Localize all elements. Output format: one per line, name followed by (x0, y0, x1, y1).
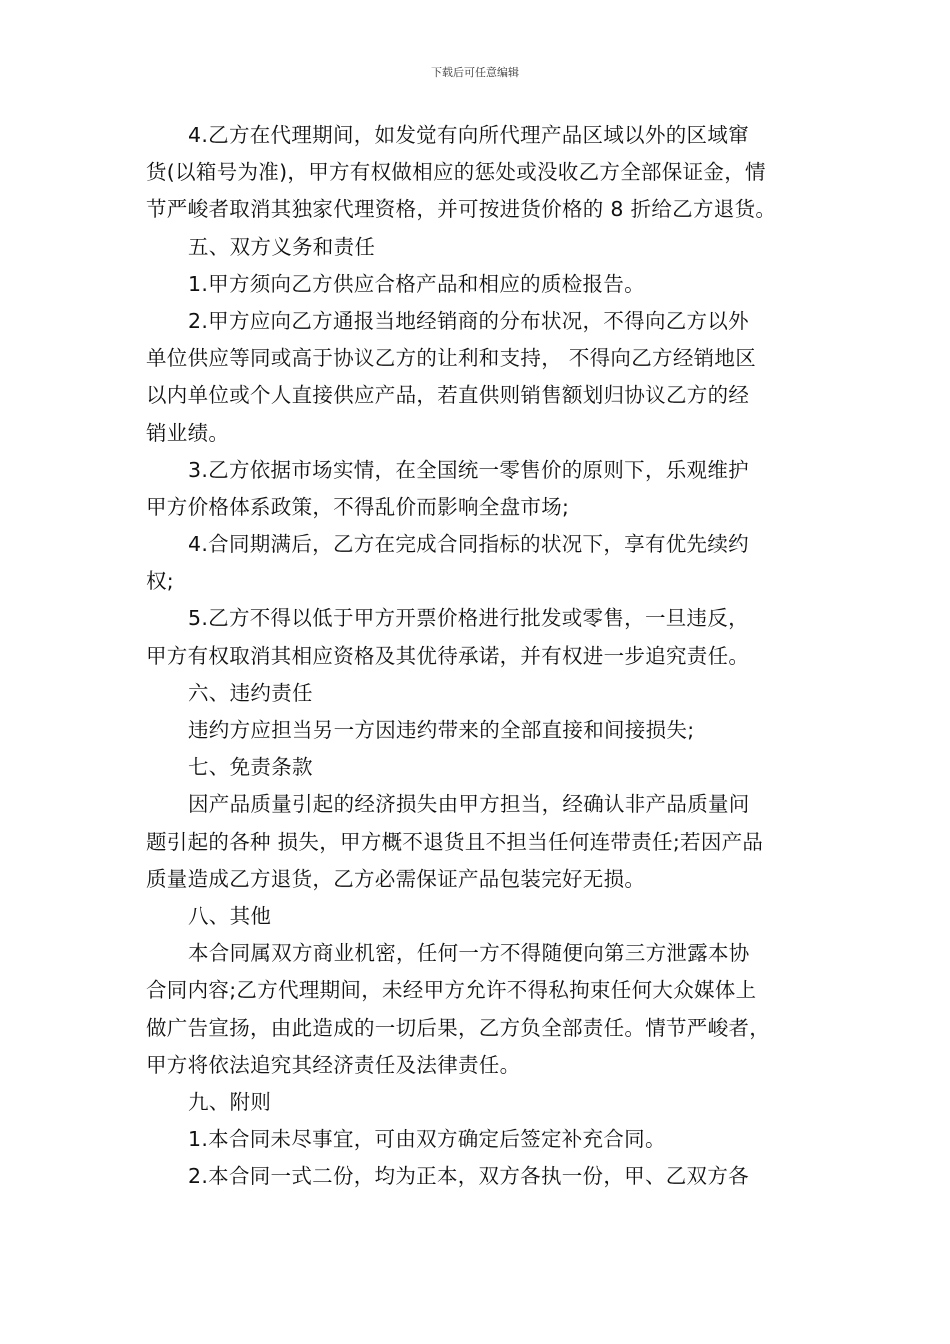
document-body (146, 117, 806, 1195)
text-line: 九、附则 (188, 1089, 272, 1114)
text-line: 合同内容;乙方代理期间，未经甲方允许不得私拘束任何大众媒体上 (146, 978, 757, 1003)
text-line: 4.乙方在代理期间，如发觉有向所代理产品区域以外的区域窜 (188, 123, 749, 147)
text-line: 甲方将依法追究其经济责任及法律责任。 (146, 1052, 521, 1077)
text-line: 题引起的各种 损失，甲方概不退货且不担当任何连带责任;若因产品 (146, 829, 764, 854)
text-line: 2.甲方应向乙方通报当地经销商的分布状况，不得向乙方以外 (188, 308, 749, 333)
text-line: 因产品质量引起的经济损失由甲方担当，经确认非产品质量问 (188, 792, 750, 817)
text-line: 质量造成乙方退货，乙方必需保证产品包装完好无损。 (146, 866, 646, 891)
text-line: 六、违约责任 (188, 680, 313, 705)
text-line: 以内单位或个人直接供应产品，若直供则销售额划归协议乙方的经 (146, 383, 750, 408)
text-line: 八、其他 (188, 903, 272, 928)
text-line: 甲方价格体系政策，不得乱价而影响全盘市场; (146, 494, 570, 519)
text-line: 本合同属双方商业机密，任何一方不得随便向第三方泄露本协 (188, 941, 750, 966)
text-line: 权; (146, 569, 175, 594)
text-line: 货(以箱号为准)，甲方有权做相应的惩处或没收乙方全部保证金，情 (146, 160, 766, 185)
text-line: 销业绩。 (146, 420, 230, 445)
text-line: 3.乙方依据市场实情，在全国统一零售价的原则下，乐观维护 (188, 457, 749, 482)
page-header: 下载后可任意编辑 (431, 66, 519, 79)
text-line: 做广告宣扬，由此造成的一切后果，乙方负全部责任。情节严峻者， (146, 1015, 770, 1040)
text-line: 单位供应等同或高于协议乙方的让利和支持， 不得向乙方经销地区 (146, 346, 757, 371)
text-line: 七、免责条款 (188, 755, 313, 780)
text-line: 2.本合同一式二份，均为正本，双方各执一份，甲、乙双方各 (188, 1164, 749, 1189)
text-line: 甲方有权取消其相应资格及其优待承诺，并有权进一步追究责任。 (146, 643, 750, 668)
text-line: 节严峻者取消其独家代理资格，并可按进货价格的 8 折给乙方退货。 (146, 197, 777, 222)
text-line: 1.本合同未尽事宜，可由双方确定后签定补充合同。 (188, 1127, 666, 1152)
text-line: 1.甲方须向乙方供应合格产品和相应的质检报告。 (188, 271, 645, 296)
text-line: 5.乙方不得以低于甲方开票价格进行批发或零售，一旦违反， (188, 606, 749, 631)
text-line: 违约方应担当另一方因违约带来的全部直接和间接损失; (188, 718, 695, 742)
text-line: 4.合同期满后，乙方在完成合同指标的状况下，享有优先续约 (188, 532, 749, 557)
text-line: 五、双方义务和责任 (188, 234, 376, 259)
